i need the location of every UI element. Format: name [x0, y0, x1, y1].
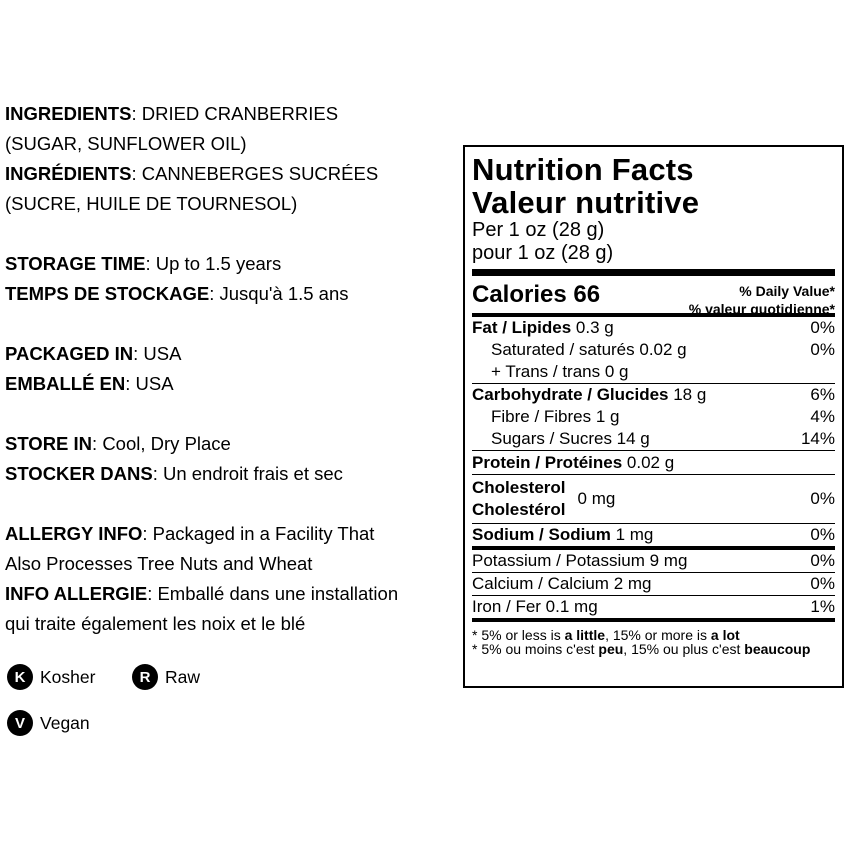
kosher-label: Kosher — [40, 666, 96, 687]
allergy-fr-text: : Emballé dans une installation — [147, 583, 399, 604]
carbohydrate-amount: 18 g — [668, 385, 707, 404]
ingredients-fr-line-2: (SUCRE, HUILE DE TOURNESOL) — [5, 193, 298, 214]
trans-name: + Trans / trans 0 g — [491, 362, 629, 381]
packaged-text: : USA — [133, 343, 182, 364]
fibre-dv: 4% — [810, 407, 835, 426]
carbohydrate-dv: 6% — [810, 385, 835, 404]
carbohydrate-name: Carbohydrate / Glucides — [472, 385, 669, 404]
calcium-name: Calcium / Calcium 2 mg — [472, 574, 652, 593]
packaged-fr-line — [5, 369, 445, 399]
saturated-name: Saturated / saturés 0.02 g — [491, 340, 687, 359]
cholesterol-amount: 0 mg — [577, 489, 616, 508]
storage-fr-label: TEMPS DE STOCKAGE — [5, 283, 210, 304]
footnote-fr-text-2: , 15% ou plus c'est — [623, 641, 745, 657]
storage-text: : Up to 1.5 years — [145, 253, 282, 274]
sodium-amount: 1 mg — [610, 525, 654, 544]
store-fr-label: STOCKER DANS — [5, 463, 153, 484]
cholesterol-row — [472, 475, 835, 523]
protein-row — [472, 451, 835, 474]
cholesterol-dv: 0% — [810, 489, 835, 508]
trans-row — [472, 361, 835, 383]
allergy-fr-label: INFO ALLERGIE — [5, 583, 148, 604]
store-fr-line — [5, 459, 445, 489]
footnote-en-bold-2: a lot — [710, 627, 740, 643]
iron-dv: 1% — [810, 597, 835, 616]
allergy-text: : Packaged in a Facility That — [142, 523, 375, 544]
daily-value-fr: % valeur quotidienne* — [688, 301, 835, 317]
allergy-line — [5, 519, 445, 549]
calories: Calories 66 — [472, 281, 601, 308]
allergy-fr-line — [5, 579, 445, 609]
fibre-row — [472, 406, 835, 428]
footnote-en-text: * 5% or less is — [472, 627, 565, 643]
kosher-badge — [7, 664, 95, 690]
fat-name: Fat / Lipides — [472, 318, 572, 337]
storage-fr-text: : Jusqu'à 1.5 ans — [209, 283, 349, 304]
store-label: STORE IN — [5, 433, 93, 454]
daily-value-en: % Daily Value* — [739, 283, 835, 299]
nutrition-title-en: Nutrition Facts — [472, 152, 694, 187]
ingredients-text: : DRIED CRANBERRIES — [131, 103, 339, 124]
sodium-dv: 0% — [810, 525, 835, 544]
sodium-row — [472, 524, 835, 546]
storage-line — [5, 249, 445, 279]
sugars-name: Sugars / Sucres 14 g — [491, 429, 650, 448]
iron-name: Iron / Fer 0.1 mg — [472, 597, 598, 616]
store-text: : Cool, Dry Place — [92, 433, 231, 454]
footnote-fr — [472, 642, 835, 656]
daily-value-heading — [689, 282, 835, 318]
serving-size-en: Per 1 oz (28 g) — [472, 219, 605, 241]
calories-row — [472, 276, 835, 317]
ingredients-line — [5, 99, 445, 129]
carbohydrate-row — [472, 384, 835, 406]
raw-icon: R — [132, 664, 158, 690]
vegan-badge — [7, 710, 90, 736]
nutrition-title-fr: Valeur nutritive — [472, 185, 700, 220]
store-line — [5, 429, 445, 459]
raw-badge — [132, 664, 200, 690]
allergy-label: ALLERGY INFO — [5, 523, 143, 544]
allergy-fr-line-2: qui traite également les noix et le blé — [5, 613, 306, 634]
sugars-dv: 14% — [800, 429, 835, 448]
footnote-en-bold-1: a little — [564, 627, 606, 643]
store-fr-text: : Un endroit frais et sec — [152, 463, 343, 484]
serving-size-fr: pour 1 oz (28 g) — [472, 242, 614, 264]
kosher-icon: K — [7, 664, 33, 690]
potassium-dv: 0% — [810, 551, 835, 570]
iron-row — [472, 596, 835, 618]
divider — [472, 269, 835, 276]
vegan-label: Vegan — [40, 712, 90, 733]
ingredients-label: INGREDIENTS — [5, 103, 132, 124]
cholesterol-name-fr: Cholestérol — [472, 500, 566, 519]
fat-amount: 0.3 g — [571, 318, 614, 337]
footnote-en-text-2: , 15% or more is — [605, 627, 711, 643]
calcium-row — [472, 573, 835, 595]
footnote-fr-text: * 5% ou moins c'est — [472, 641, 599, 657]
protein-amount: 0.02 g — [622, 452, 675, 472]
ingredients-fr-line — [5, 159, 445, 189]
product-info — [5, 99, 445, 639]
sodium-name: Sodium / Sodium — [472, 525, 611, 544]
potassium-name: Potassium / Potassium 9 mg — [472, 551, 688, 570]
fibre-name: Fibre / Fibres 1 g — [491, 407, 620, 426]
packaged-label: PACKAGED IN — [5, 343, 134, 364]
fat-dv: 0% — [810, 318, 835, 337]
ingredients-fr-text: : CANNEBERGES SUCRÉES — [131, 163, 379, 184]
footnote-en — [472, 628, 835, 642]
raw-label: Raw — [165, 666, 201, 687]
fat-row — [472, 317, 835, 339]
packaged-fr-text: : USA — [125, 373, 174, 394]
storage-fr-line — [5, 279, 445, 309]
packaged-fr-label: EMBALLÉ EN — [5, 373, 126, 394]
packaged-line — [5, 339, 445, 369]
vegan-icon: V — [7, 710, 33, 736]
cholesterol-name — [472, 477, 566, 521]
protein-name: Protein / Protéines — [472, 452, 623, 472]
calcium-dv: 0% — [810, 574, 835, 593]
ingredients-fr-label: INGRÉDIENTS — [5, 163, 132, 184]
nutrition-facts-panel — [463, 145, 844, 688]
cholesterol-name-en: Cholesterol — [472, 478, 566, 497]
allergy-line-2: Also Processes Tree Nuts and Wheat — [5, 553, 313, 574]
saturated-row — [472, 339, 835, 361]
potassium-row — [472, 550, 835, 572]
footnote-fr-bold-1: peu — [598, 641, 624, 657]
saturated-dv: 0% — [810, 340, 835, 359]
footnote — [472, 622, 835, 656]
footnote-fr-bold-2: beaucoup — [744, 641, 811, 657]
sugars-row — [472, 428, 835, 450]
storage-label: STORAGE TIME — [5, 253, 146, 274]
ingredients-line-2: (SUGAR, SUNFLOWER OIL) — [5, 133, 247, 154]
